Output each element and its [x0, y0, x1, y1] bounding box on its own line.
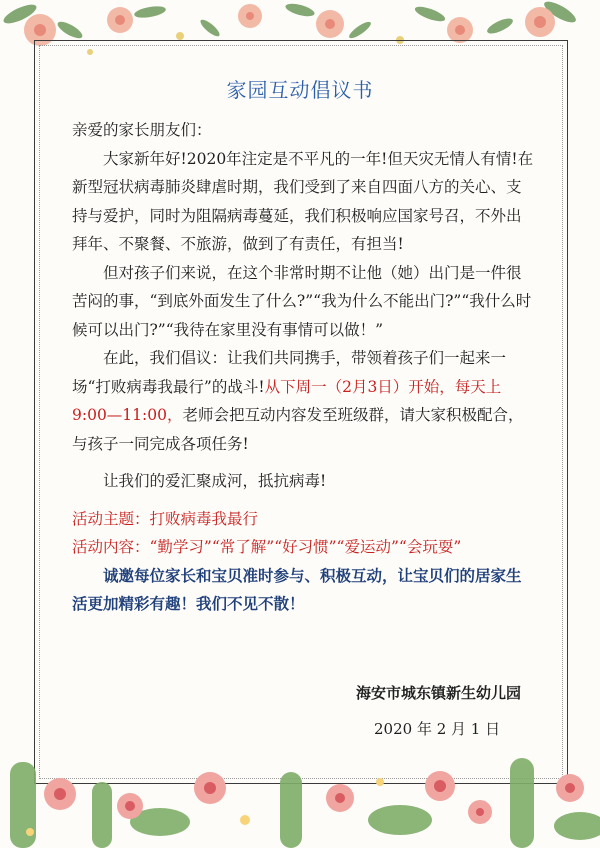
- page-title: 家园互动倡议书: [226, 78, 374, 102]
- paragraph-1: 大家新年好!2020年注定是不平凡的一年!但天灾无情人有情!在新型冠状病毒肺炎肆虐时期，我们受到了来自四面八方的关心、支持与爱护，同时为阻隔病毒蔓延，我们积极响应国家号召，不外出拜年、不聚餐、不旅游，做到了有责任，有担当!: [72, 149, 534, 253]
- paragraph-4: 让我们的爱汇聚成河，抵抗病毒!: [103, 472, 327, 490]
- letter-body: [72, 116, 534, 619]
- schedule-highlight: 从下周一（2月3日）开始，每天上9:00—11:00，: [72, 377, 502, 424]
- letter-date: 2020 年 2 月 1 日: [374, 720, 501, 738]
- paragraph-3-part1: 在此，我们倡议：让我们共同携手，带领着孩子们一起来一场“打败病毒我最行”的战斗!: [72, 349, 507, 396]
- paragraph-2: 但对孩子们来说，在这个非常时期不让他（她）出门是一件很苦闷的事，“到底外面发生了什么?”“我为什么不能出门?”“我什么时候可以出门?”“我待在家里没有事情可以做！”: [72, 263, 532, 339]
- bottom-floral-border: [0, 742, 600, 848]
- organization-name: 海安市城东镇新生幼儿园: [356, 684, 522, 702]
- paragraph-3-part2: 老师会把互动内容发至班级群，请大家积极配合，与孩子一同完成各项任务!: [72, 406, 524, 453]
- greeting: 亲爱的家长朋友们：: [72, 121, 212, 139]
- paragraph-3: [72, 344, 534, 458]
- invitation: 诚邀每位家长和宝贝准时参与、积极互动，让宝贝们的居家生活更加精彩有趣！我们不见不散！: [72, 565, 522, 613]
- activity-content: 活动内容：“勤学习”“常了解”“好习惯”“爱运动”“会玩耍”: [72, 538, 462, 556]
- activity-theme: 活动主题：打败病毒我最行: [72, 509, 259, 528]
